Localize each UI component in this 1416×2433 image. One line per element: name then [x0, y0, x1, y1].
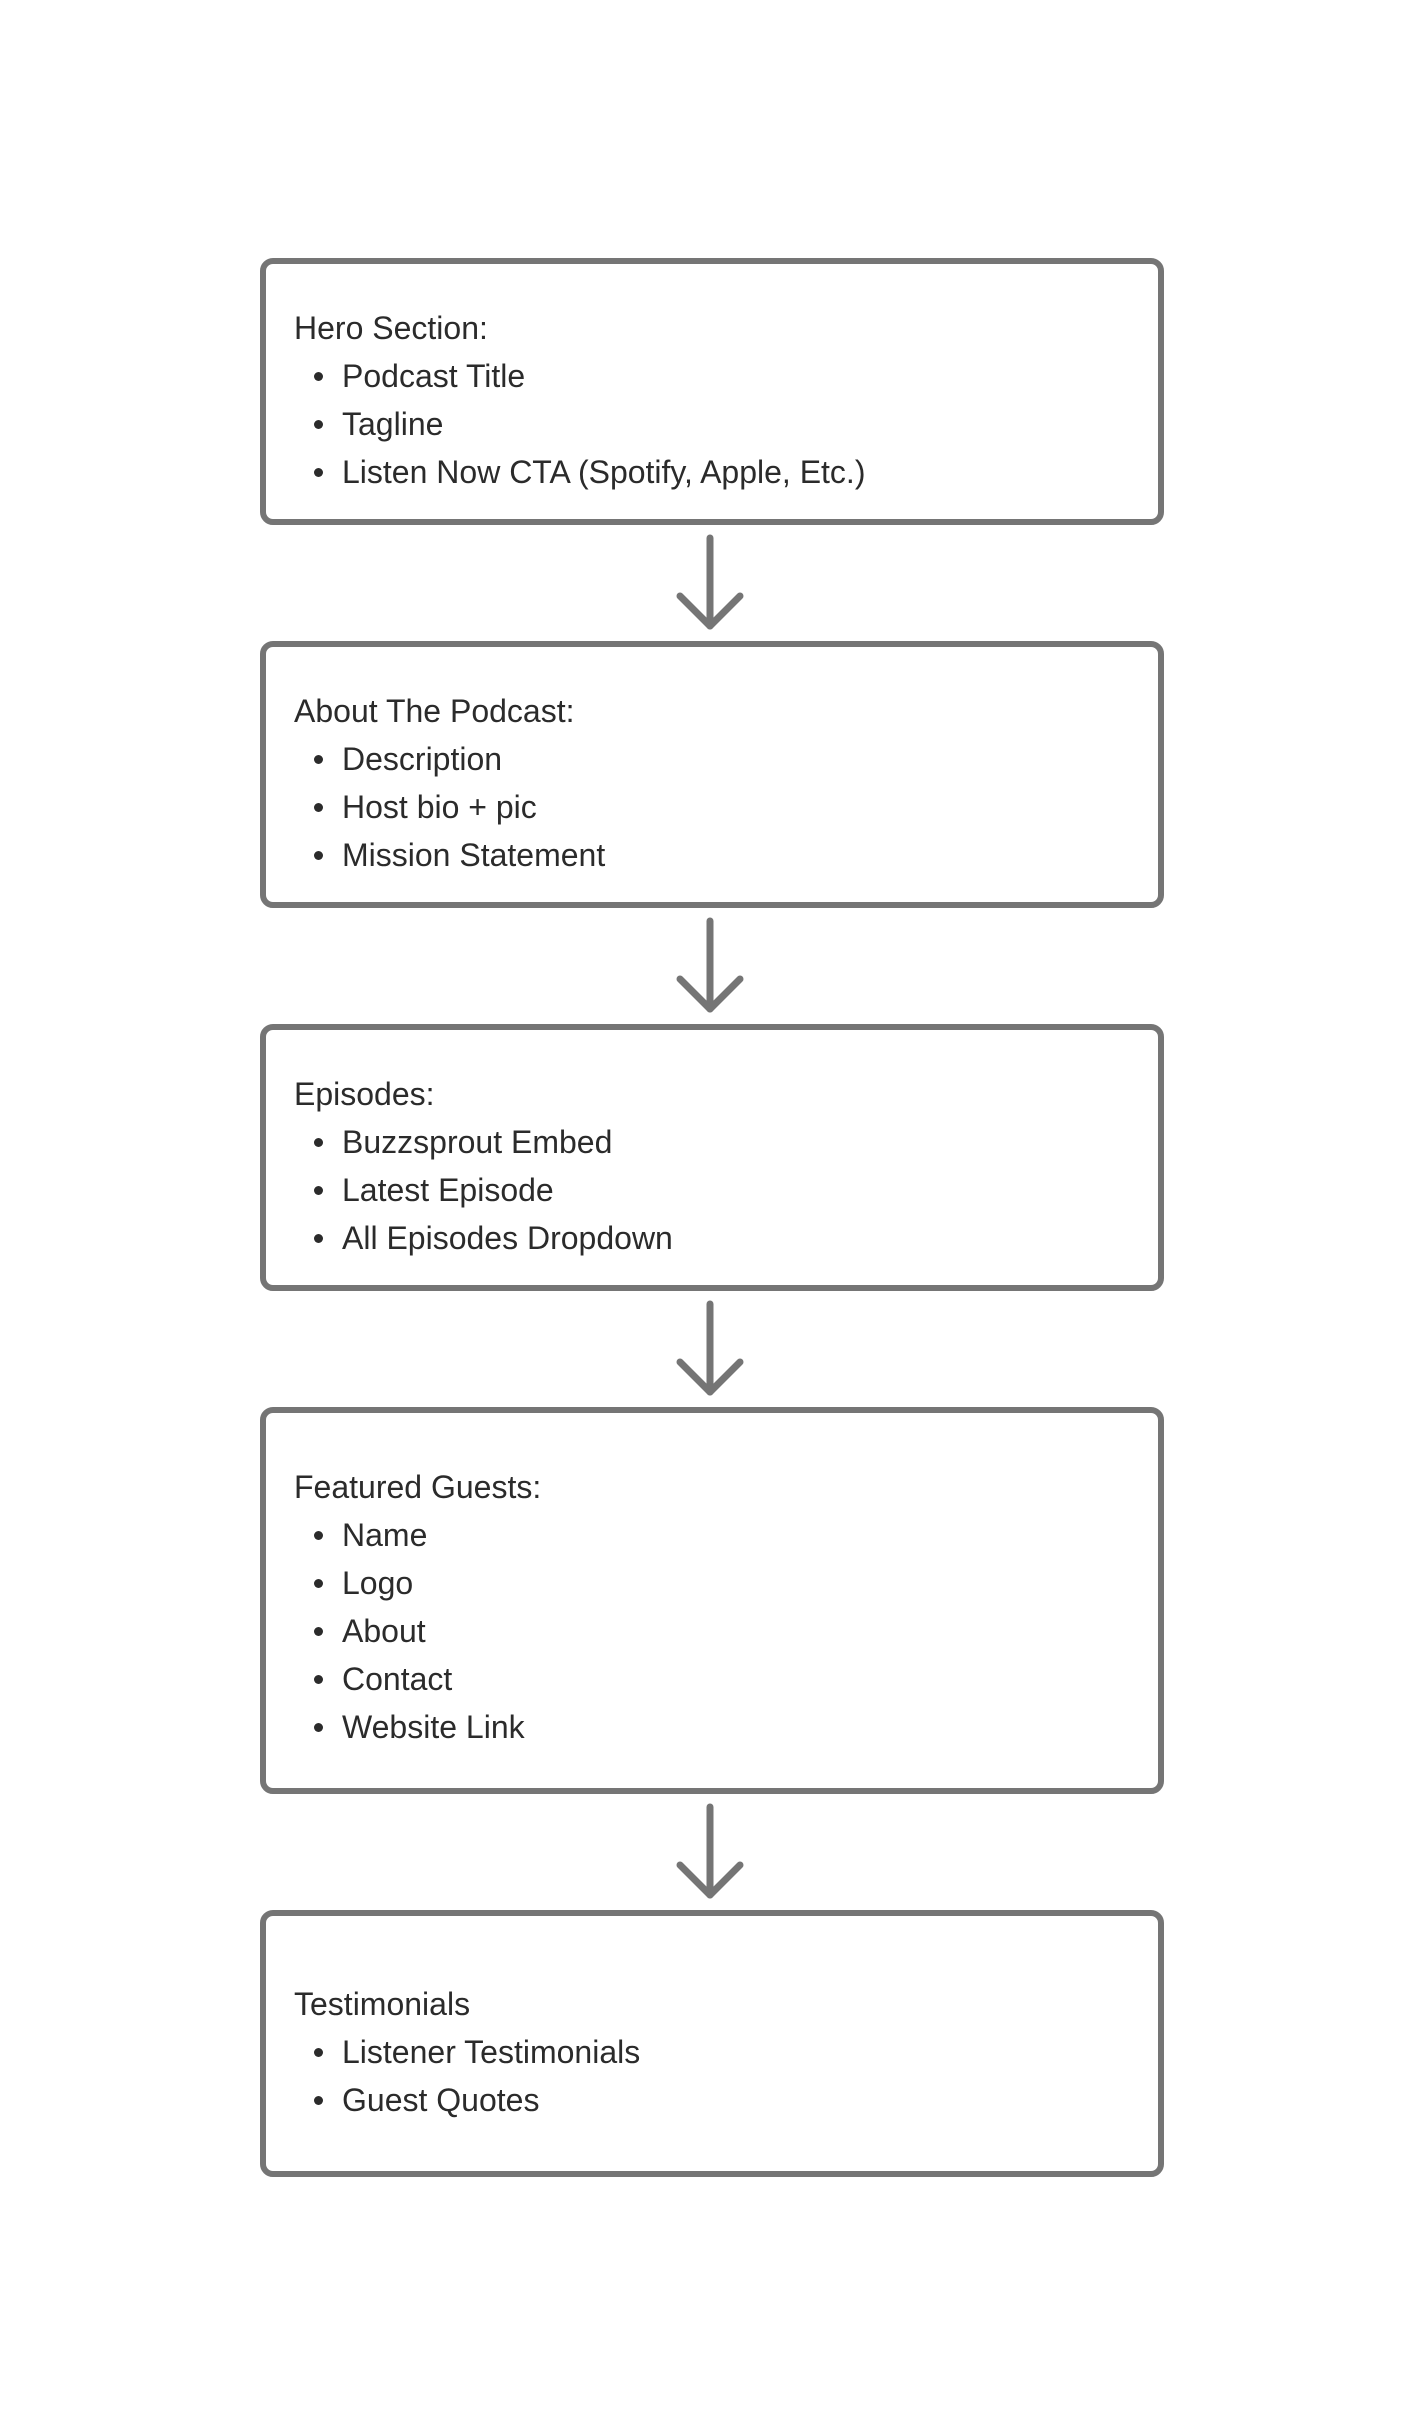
list-item — [294, 1655, 1158, 1703]
flow-box-featured-guests — [260, 1407, 1164, 1794]
list-item — [294, 400, 1158, 448]
list-item-label: Listen Now CTA (Spotify, Apple, Etc.) — [342, 454, 866, 490]
box-title: Testimonials — [294, 1986, 471, 2022]
box-list — [294, 735, 1158, 879]
bullet-icon — [314, 851, 323, 860]
box-title: Hero Section: — [294, 310, 488, 346]
list-item-label: Buzzsprout Embed — [342, 1124, 613, 1160]
bullet-icon — [314, 755, 323, 764]
box-list — [294, 2028, 1158, 2124]
list-item — [294, 1118, 1158, 1166]
bullet-icon — [314, 1138, 323, 1147]
bullet-icon — [314, 803, 323, 812]
bullet-icon — [314, 1579, 323, 1588]
list-item — [294, 1166, 1158, 1214]
list-item — [294, 1703, 1158, 1751]
arrow-down-icon — [672, 1300, 748, 1400]
bullet-icon — [314, 1675, 323, 1684]
box-list — [294, 1511, 1158, 1751]
flow-box-about-the-podcast — [260, 641, 1164, 908]
bullet-icon — [314, 468, 323, 477]
list-item-label: Guest Quotes — [342, 2082, 540, 2118]
box-title: About The Podcast: — [294, 693, 575, 729]
list-item — [294, 735, 1158, 783]
arrow-down-icon — [672, 534, 748, 634]
bullet-icon — [314, 2048, 323, 2057]
list-item — [294, 1511, 1158, 1559]
bullet-icon — [314, 1186, 323, 1195]
list-item-label: About — [342, 1613, 426, 1649]
list-item — [294, 1607, 1158, 1655]
bullet-icon — [314, 1234, 323, 1243]
box-title: Featured Guests: — [294, 1469, 542, 1505]
list-item-label: Latest Episode — [342, 1172, 554, 1208]
list-item-label: Website Link — [342, 1709, 525, 1745]
list-item — [294, 1559, 1158, 1607]
list-item-label: Name — [342, 1517, 428, 1553]
list-item-label: All Episodes Dropdown — [342, 1220, 673, 1256]
bullet-icon — [314, 2096, 323, 2105]
list-item-label: Podcast Title — [342, 358, 526, 394]
list-item — [294, 2028, 1158, 2076]
arrow-down-icon — [672, 1803, 748, 1903]
list-item — [294, 1214, 1158, 1262]
bullet-icon — [314, 372, 323, 381]
list-item — [294, 831, 1158, 879]
flow-box-hero-section — [260, 258, 1164, 525]
box-title: Episodes: — [294, 1076, 435, 1112]
list-item — [294, 352, 1158, 400]
flow-box-testimonials — [260, 1910, 1164, 2177]
list-item-label: Logo — [342, 1565, 414, 1601]
list-item-label: Tagline — [342, 406, 444, 442]
list-item — [294, 783, 1158, 831]
flow-box-episodes — [260, 1024, 1164, 1291]
arrow-down-icon — [672, 917, 748, 1017]
list-item-label: Listener Testimonials — [342, 2034, 641, 2070]
list-item-label: Mission Statement — [342, 837, 606, 873]
list-item-label: Description — [342, 741, 503, 777]
list-item — [294, 448, 1158, 496]
box-list — [294, 1118, 1158, 1262]
list-item — [294, 2076, 1158, 2124]
bullet-icon — [314, 1723, 323, 1732]
bullet-icon — [314, 1627, 323, 1636]
list-item-label: Host bio + pic — [342, 789, 537, 825]
bullet-icon — [314, 420, 323, 429]
bullet-icon — [314, 1531, 323, 1540]
list-item-label: Contact — [342, 1661, 453, 1697]
box-list — [294, 352, 1158, 496]
